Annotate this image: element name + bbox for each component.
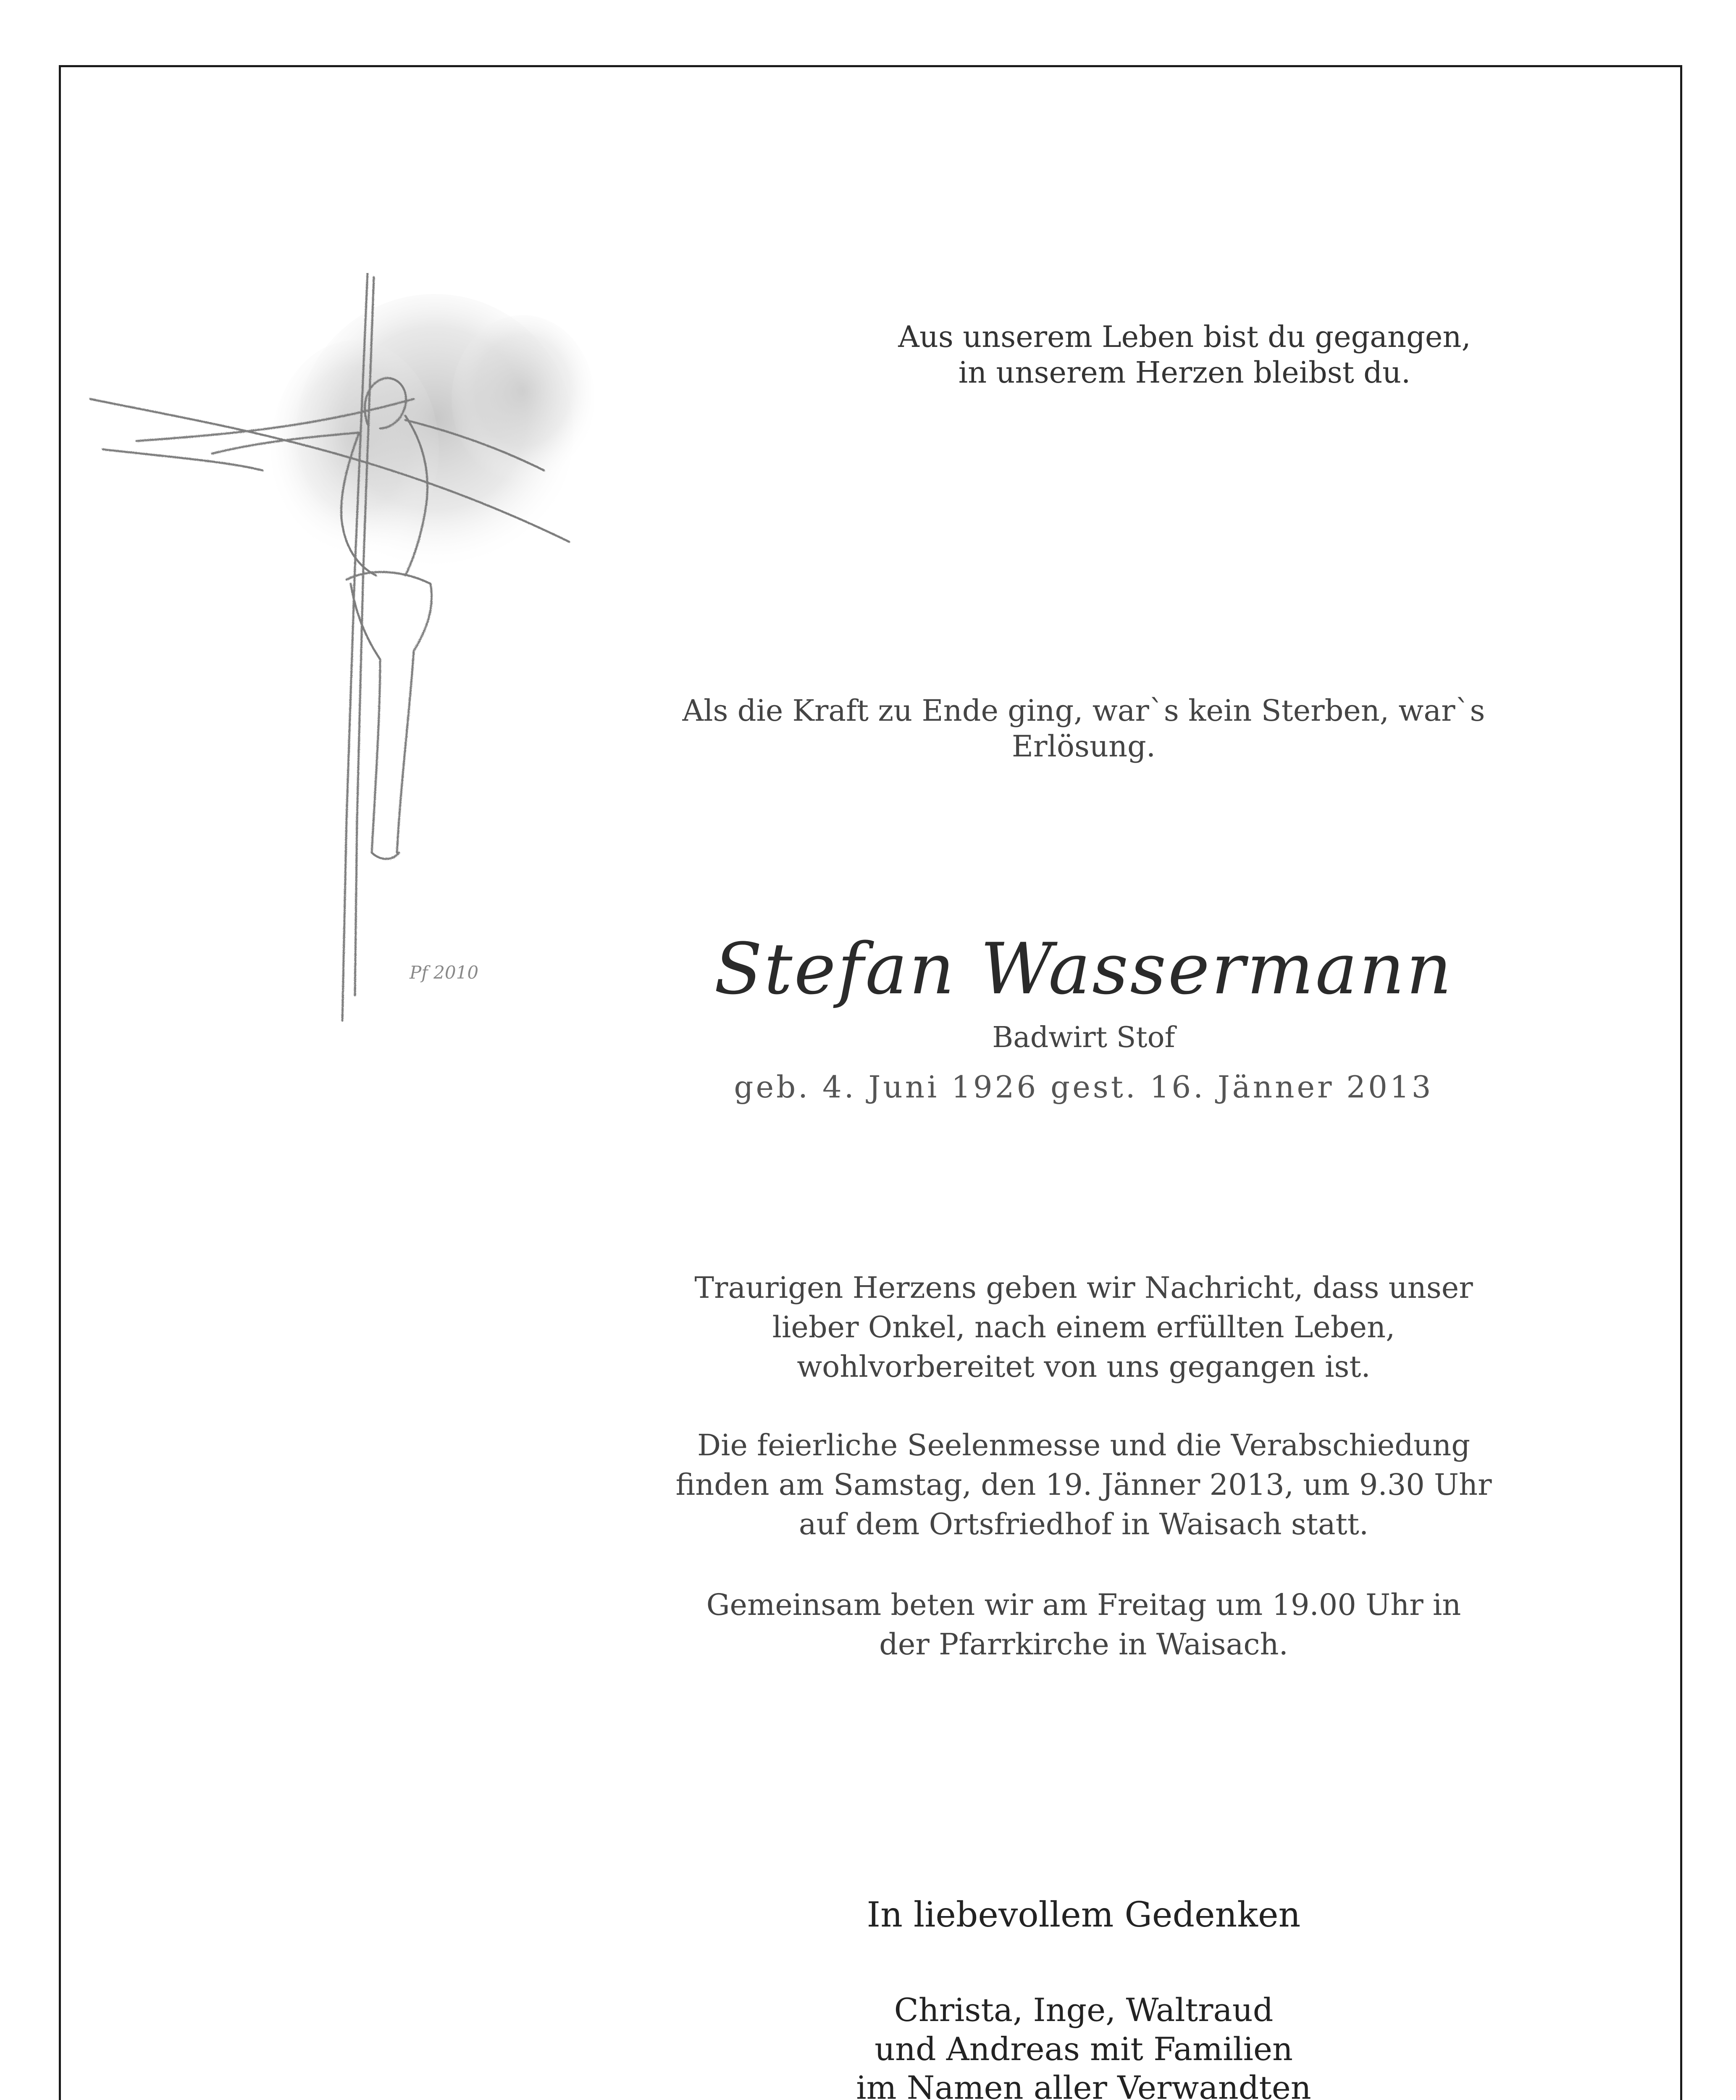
opening-quote-line-1: Aus unserem Leben bist du gegangen, xyxy=(898,320,1471,354)
opening-quote-line-2: in unserem Herzen bleibst du. xyxy=(958,355,1411,390)
deceased-dates: geb. 4. Juni 1926 gest. 16. Jänner 2013 xyxy=(734,1069,1434,1105)
announcement-line: Die feierliche Seelenmesse und die Verabschiedung xyxy=(697,1428,1471,1462)
announcement-paragraph-3 xyxy=(655,1586,1512,1664)
announcement-line: Traurigen Herzens geben wir Nachricht, dass unser xyxy=(694,1270,1473,1305)
second-quote-line-1: Als die Kraft zu Ende ging, war`s kein Sterben, war`s xyxy=(682,693,1485,728)
announcement-paragraph-2 xyxy=(655,1426,1512,1544)
remembrance-heading: In liebevollem Gedenken xyxy=(867,1895,1301,1935)
signatory-line: im Namen aller Verwandten xyxy=(856,2069,1311,2100)
announcement-line: auf dem Ortsfriedhof in Waisach statt. xyxy=(798,1507,1369,1541)
signatory-line: Christa, Inge, Waltraud xyxy=(894,1991,1274,2029)
deceased-title: Badwirt Stof xyxy=(992,1021,1175,1054)
announcement-line: Gemeinsam beten wir am Freitag um 19.00 Uhr in xyxy=(706,1588,1461,1622)
second-quote xyxy=(655,693,1512,765)
announcement-line: lieber Onkel, nach einem erfüllten Leben, xyxy=(772,1310,1395,1344)
sketch-signature: Pf 2010 xyxy=(410,962,479,983)
signatory-line: und Andreas mit Familien xyxy=(875,2030,1293,2068)
announcement-line: der Pfarrkirche in Waisach. xyxy=(879,1627,1288,1662)
opening-quote xyxy=(890,319,1479,391)
second-quote-line-2: Erlösung. xyxy=(1011,729,1156,764)
deceased-name: Stefan Wassermann xyxy=(714,928,1454,1010)
announcement-paragraph-1 xyxy=(655,1268,1512,1386)
announcement-line: finden am Samstag, den 19. Jänner 2013, um 9.30 Uhr xyxy=(675,1467,1492,1502)
announcement-line: wohlvorbereitet von uns gegangen ist. xyxy=(797,1349,1371,1384)
signatories xyxy=(655,1991,1512,2100)
crucifix-sketch-image xyxy=(86,273,611,1037)
